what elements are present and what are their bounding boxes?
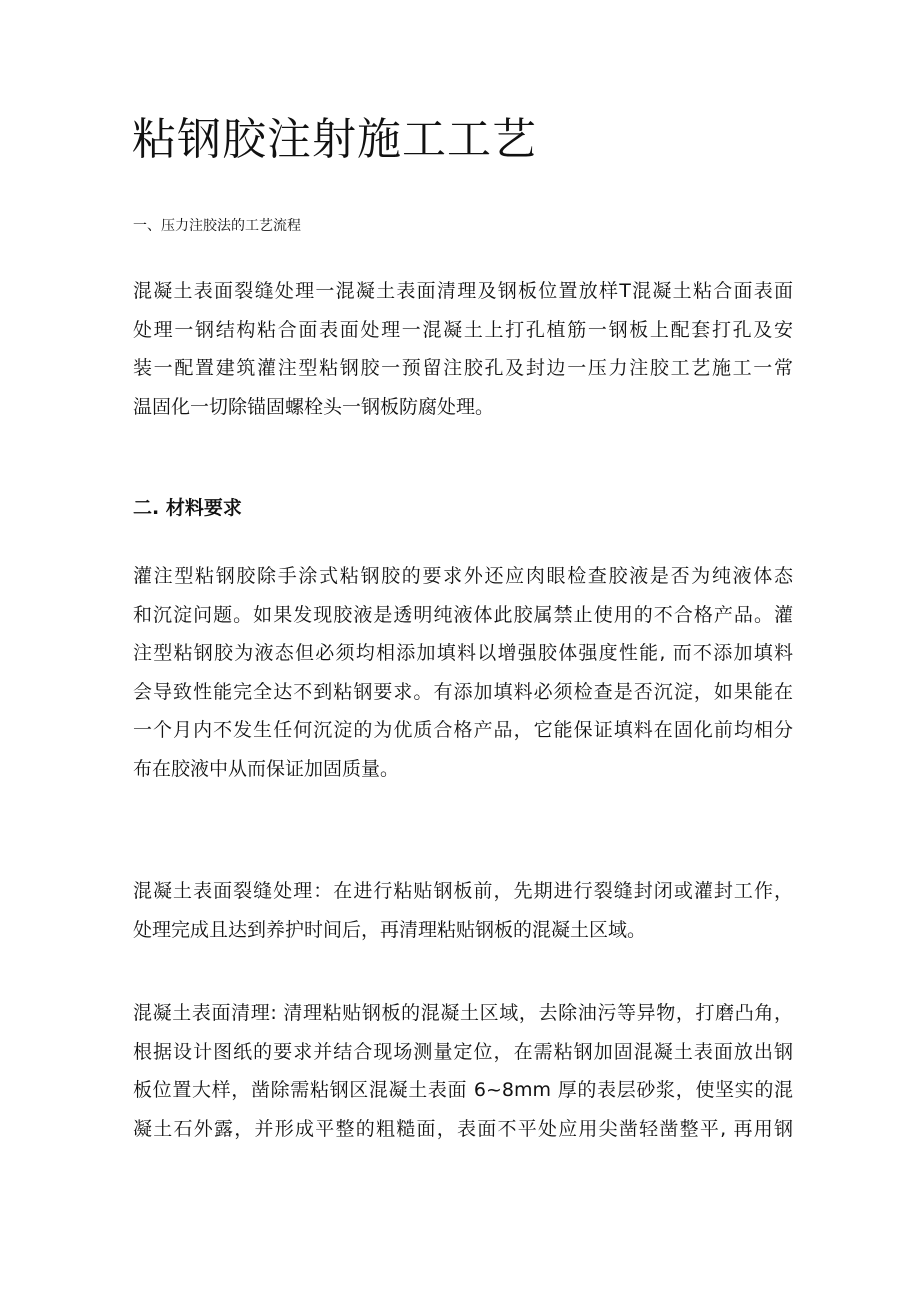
paragraph-line: 处理一钢结构粘合面表面处理一混凝土上打孔植筋一钢板上配套打孔及安 — [133, 318, 793, 341]
paragraph-line: 处理完成且达到养护时间后，再清理粘贴钢板的混凝土区域。 — [133, 918, 647, 941]
material-requirements-paragraph — [133, 557, 793, 788]
surface-cleaning-paragraph — [133, 994, 793, 1148]
paragraph-line: 板位置大样，凿除需粘钢区混凝土表面 6~8mm 厚的表层砂浆，使坚实的混 — [133, 1079, 793, 1101]
paragraph-line: 温固化一切除锚固螺栓头一钢板防腐处理。 — [133, 395, 495, 418]
paragraph-line: 注型粘钢胶为液态但必须均相添加填料以增强胶体强度性能, 而不添加填料 — [133, 642, 793, 664]
paragraph-line: 和沉淀问题。如果发现胶液是透明纯液体此胶属禁止使用的不合格产品。灌 — [133, 603, 793, 626]
document-title: 粘钢胶注射施工工艺 — [132, 114, 537, 165]
paragraph-line: 混凝土表面清理: 清理粘贴钢板的混凝土区域，去除油污等异物，打磨凸角， — [133, 1002, 793, 1024]
section1-heading: 一、压力注胶法的工艺流程 — [133, 218, 301, 234]
section2-heading: 二. 材料要求 — [133, 497, 242, 519]
paragraph-line: 凝土石外露，并形成平整的粗糙面，表面不平处应用尖凿轻凿整平, 再用钢 — [133, 1117, 793, 1140]
paragraph-line: 根据设计图纸的要求并结合现场测量定位，在需粘钢加固混凝土表面放出钢 — [133, 1040, 793, 1063]
paragraph-line: 混凝土表面裂缝处理一混凝土表面清理及钢板位置放样T混凝土粘合面表面 — [133, 280, 793, 302]
paragraph-line: 布在胶液中从而保证加固质量。 — [133, 757, 400, 780]
paragraph-line: 装一配置建筑灌注型粘钢胶一预留注胶孔及封边一压力注胶工艺施工一常 — [133, 357, 793, 379]
paragraph-line: 会导致性能完全达不到粘钢要求。有添加填料必须检查是否沉淀，如果能在 — [133, 680, 793, 703]
process-flow-paragraph — [133, 272, 793, 426]
paragraph-line: 灌注型粘钢胶除手涂式粘钢胶的要求外还应肉眼检查胶液是否为纯液体态 — [133, 565, 793, 587]
crack-treatment-paragraph — [133, 872, 793, 949]
paragraph-line: 一个月内不发生任何沉淀的为优质合格产品，它能保证填料在固化前均相分 — [133, 719, 793, 741]
paragraph-line: 混凝土表面裂缝处理：在进行粘贴钢板前，先期进行裂缝封闭或灌封工作， — [133, 880, 793, 902]
